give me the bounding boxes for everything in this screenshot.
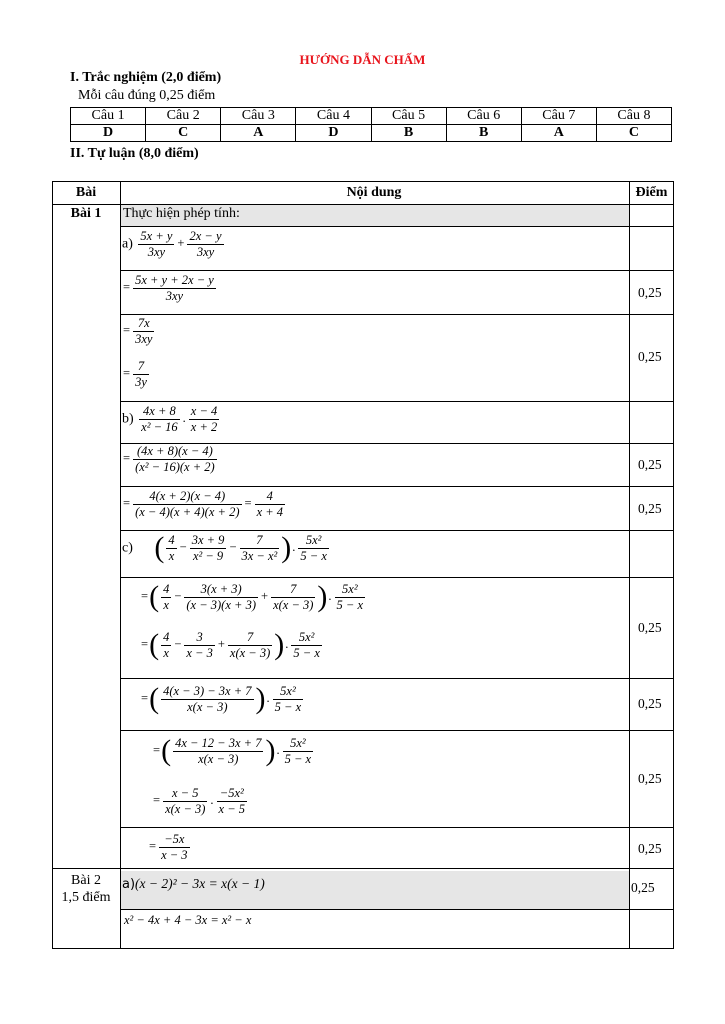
bai-2-part-a-label: a) (122, 877, 136, 892)
page-title: HƯỚNG DẪN CHẤM (299, 52, 426, 67)
answer-cell: B (446, 125, 521, 142)
score-cell: 0,25 (631, 880, 655, 895)
column-header-bai: Bài (75, 185, 97, 200)
column-header-content: Nội dung (346, 185, 402, 200)
answer-cell: C (596, 125, 671, 142)
question-header: Câu 6 (446, 108, 521, 125)
bai-2-part-a: a)(x − 2)² − 3x = x(x − 1) (122, 876, 265, 892)
step-b1: = $\frac{(4x + 8)(x - 4)}{\text{(x² − 16)(x + 2)}}$ (123, 444, 215, 474)
bai-2-label (52, 872, 120, 906)
answer-cell: C (146, 125, 221, 142)
step-a3: = $\frac{7}{3y}$ (123, 359, 147, 389)
question-header: Câu 7 (521, 108, 596, 125)
score-cell: 0,25 (638, 620, 662, 635)
section-1-note: Mỗi câu đúng 0,25 điểm (78, 88, 216, 103)
part-a-label: a) (122, 236, 133, 252)
step-c2: =( $\frac{4}{x}$ − $\frac{3}{x - 3}$ + $\frac{7}{x(x - 3)}$ ). $\frac{\text{5x²}}{5 - x}$ (141, 628, 320, 662)
answer-cell: A (521, 125, 596, 142)
bai-2-title: Bài 2 (71, 873, 101, 888)
question-header: Câu 1 (71, 108, 146, 125)
part-b-expression: b) $\frac{4x + 8}{\text{x² − 16}}$ . $\frac{x - 4}{x + 2}$ (122, 404, 218, 434)
part-a-expression: a) $\frac{5x + y}{3xy}$ + $\frac{2x - y}{3xy}$ (122, 229, 222, 259)
question-header: Câu 8 (596, 108, 671, 125)
step-b2: = $\frac{4(x + 2)(x - 4)}{(x - 4)(x + 4)(x + 2)}$ = $\frac{4}{x + 4}$ (123, 489, 284, 519)
question-header: Câu 3 (221, 108, 296, 125)
score-cell: 0,25 (638, 501, 662, 516)
question-header: Câu 2 (146, 108, 221, 125)
part-c-label: c) (122, 540, 133, 556)
part-b-label: b) (122, 411, 134, 427)
column-header-score: Điểm (635, 185, 668, 200)
answer-cell: D (71, 125, 146, 142)
step-c5: = $\frac{x - 5}{x(x - 3)}$ . $\frac{\text{−5x²}}{x - 5}$ (153, 786, 246, 816)
score-cell: 0,25 (638, 457, 662, 472)
bai-1-label: Bài 1 (70, 206, 102, 221)
score-cell: 0,25 (638, 285, 662, 300)
step-c1: =( $\frac{4}{x}$ − $\frac{3(x + 3)}{(x - 3)(x + 3)}$ + $\frac{7}{x(x - 3)}$ ). $\frac{\text{5x²}}{5 - x}$ (141, 580, 364, 614)
question-header: Câu 4 (296, 108, 371, 125)
score-cell: 0,25 (638, 696, 662, 711)
step-c3: =( $\frac{4(x - 3) - 3x + 7}{x(x - 3)}$ ). $\frac{\text{5x²}}{5 - x}$ (141, 682, 302, 716)
section-2-heading: II. Tự luận (8,0 điểm) (70, 146, 199, 161)
score-cell: 0,25 (638, 349, 662, 364)
answer-cell: D (296, 125, 371, 142)
step-a1: = $\frac{5x + y + 2x - y}{3xy}$ (123, 273, 214, 303)
answer-cell: B (371, 125, 446, 142)
step-a2: = $\frac{7x}{3xy}$ (123, 316, 153, 346)
answer-cell: A (221, 125, 296, 142)
multiple-choice-table (70, 107, 672, 142)
section-1-heading: I. Trắc nghiệm (2,0 điểm) (70, 70, 222, 85)
bai-1-intro: Thực hiện phép tính: (123, 206, 240, 221)
bai-2-step-1: x² − 4x + 4 − 3x = x² − x (124, 913, 252, 927)
score-cell: 0,25 (638, 771, 662, 786)
step-c4: =( $\frac{4x - 12 - 3x + 7}{x(x - 3)}$ ). $\frac{\text{5x²}}{5 - x}$ (153, 734, 312, 768)
step-c6: = $\frac{-5x}{x - 3}$ (149, 832, 188, 862)
part-c-expression: c) ( $\frac{4}{x}$ − $\frac{3x + 9}{\text{x² − 9}}$ − $\frac{7}{\text{3x − x²}}$ ). $\frac{\text{5x²}}{5 - x}$ (122, 531, 327, 565)
question-header: Câu 5 (371, 108, 446, 125)
score-cell: 0,25 (638, 841, 662, 856)
bai-2-points: 1,5 điểm (61, 890, 111, 905)
